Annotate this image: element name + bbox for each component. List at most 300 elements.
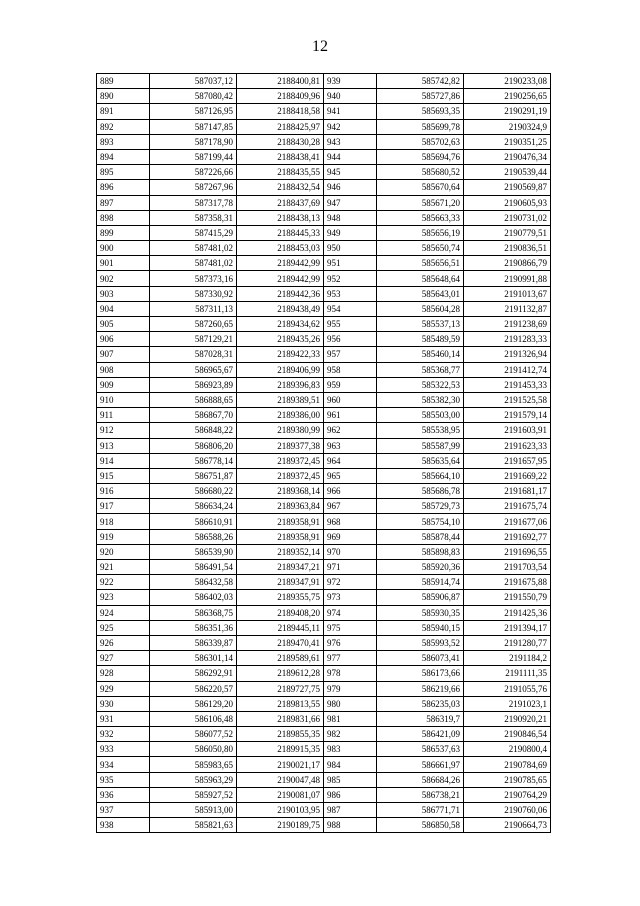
x-coordinate-right: 585650,74 — [377, 241, 464, 256]
point-number-right: 971 — [324, 560, 377, 575]
x-coordinate-right: 585742,82 — [377, 74, 464, 89]
point-number-right: 966 — [324, 484, 377, 499]
point-number-left: 922 — [97, 575, 150, 590]
y-coordinate-right: 2190256,65 — [464, 89, 551, 104]
y-coordinate-left: 2188435,55 — [237, 165, 324, 180]
coordinates-table — [96, 73, 551, 833]
x-coordinate-left: 586588,26 — [150, 529, 237, 544]
y-coordinate-left: 2189358,91 — [237, 529, 324, 544]
y-coordinate-right: 2191696,55 — [464, 544, 551, 559]
y-coordinate-right: 2190800,4 — [464, 742, 551, 757]
y-coordinate-left: 2189389,51 — [237, 392, 324, 407]
x-coordinate-left: 587199,44 — [150, 149, 237, 164]
point-number-right: 985 — [324, 772, 377, 787]
x-coordinate-right: 585538,95 — [377, 423, 464, 438]
point-number-right: 953 — [324, 286, 377, 301]
y-coordinate-right: 2190846,54 — [464, 727, 551, 742]
x-coordinate-left: 586106,48 — [150, 711, 237, 726]
point-number-left: 911 — [97, 408, 150, 423]
y-coordinate-right: 2191703,54 — [464, 560, 551, 575]
point-number-left: 914 — [97, 453, 150, 468]
table-row — [97, 468, 551, 483]
x-coordinate-right: 585680,52 — [377, 165, 464, 180]
table-row — [97, 711, 551, 726]
table-row — [97, 666, 551, 681]
y-coordinate-right: 2190605,93 — [464, 195, 551, 210]
x-coordinate-left: 586634,24 — [150, 499, 237, 514]
point-number-left: 908 — [97, 362, 150, 377]
point-number-left: 899 — [97, 225, 150, 240]
point-number-left: 904 — [97, 301, 150, 316]
x-coordinate-right: 586173,66 — [377, 666, 464, 681]
point-number-right: 978 — [324, 666, 377, 681]
y-coordinate-left: 2189347,21 — [237, 560, 324, 575]
y-coordinate-right: 2191675,74 — [464, 499, 551, 514]
point-number-right: 976 — [324, 635, 377, 650]
x-coordinate-right: 585663,33 — [377, 210, 464, 225]
x-coordinate-right: 585382,30 — [377, 392, 464, 407]
x-coordinate-left: 587037,12 — [150, 74, 237, 89]
y-coordinate-right: 2190991,88 — [464, 271, 551, 286]
table-row — [97, 499, 551, 514]
y-coordinate-left: 2189470,41 — [237, 635, 324, 650]
y-coordinate-right: 2191579,14 — [464, 408, 551, 423]
table-row — [97, 332, 551, 347]
x-coordinate-right: 586421,09 — [377, 727, 464, 742]
point-number-right: 987 — [324, 803, 377, 818]
y-coordinate-left: 2188409,96 — [237, 89, 324, 104]
x-coordinate-right: 586771,71 — [377, 803, 464, 818]
table-row — [97, 104, 551, 119]
y-coordinate-left: 2188425,97 — [237, 119, 324, 134]
table-row — [97, 514, 551, 529]
y-coordinate-right: 2191453,33 — [464, 377, 551, 392]
point-number-right: 952 — [324, 271, 377, 286]
table-row — [97, 605, 551, 620]
y-coordinate-right: 2191394,17 — [464, 620, 551, 635]
y-coordinate-right: 2190764,29 — [464, 787, 551, 802]
y-coordinate-right: 2191111,35 — [464, 666, 551, 681]
table-row — [97, 392, 551, 407]
x-coordinate-left: 586292,91 — [150, 666, 237, 681]
point-number-left: 938 — [97, 818, 150, 833]
x-coordinate-right: 586219,66 — [377, 681, 464, 696]
x-coordinate-right: 585729,73 — [377, 499, 464, 514]
x-coordinate-left: 587317,78 — [150, 195, 237, 210]
point-number-right: 943 — [324, 134, 377, 149]
table-row — [97, 742, 551, 757]
x-coordinate-right: 585878,44 — [377, 529, 464, 544]
x-coordinate-left: 585963,29 — [150, 772, 237, 787]
x-coordinate-right: 585656,51 — [377, 256, 464, 271]
point-number-left: 920 — [97, 544, 150, 559]
y-coordinate-left: 2188400,81 — [237, 74, 324, 89]
y-coordinate-right: 2191681,17 — [464, 484, 551, 499]
point-number-right: 981 — [324, 711, 377, 726]
table-row — [97, 180, 551, 195]
x-coordinate-right: 586319,7 — [377, 711, 464, 726]
point-number-right: 960 — [324, 392, 377, 407]
y-coordinate-right: 2190351,25 — [464, 134, 551, 149]
point-number-left: 890 — [97, 89, 150, 104]
point-number-left: 898 — [97, 210, 150, 225]
table-row — [97, 377, 551, 392]
y-coordinate-right: 2191603,91 — [464, 423, 551, 438]
x-coordinate-left: 587481,02 — [150, 241, 237, 256]
y-coordinate-right: 2191675,88 — [464, 575, 551, 590]
table-row — [97, 301, 551, 316]
point-number-left: 929 — [97, 681, 150, 696]
table-row — [97, 225, 551, 240]
x-coordinate-right: 585993,52 — [377, 635, 464, 650]
x-coordinate-left: 586368,75 — [150, 605, 237, 620]
table-row — [97, 195, 551, 210]
x-coordinate-left: 586923,89 — [150, 377, 237, 392]
y-coordinate-right: 2191326,94 — [464, 347, 551, 362]
y-coordinate-left: 2188432,54 — [237, 180, 324, 195]
point-number-right: 969 — [324, 529, 377, 544]
y-coordinate-right: 2191184,2 — [464, 651, 551, 666]
x-coordinate-right: 585920,36 — [377, 560, 464, 575]
table-row — [97, 575, 551, 590]
x-coordinate-left: 586867,70 — [150, 408, 237, 423]
x-coordinate-left: 587260,65 — [150, 317, 237, 332]
y-coordinate-left: 2189915,35 — [237, 742, 324, 757]
y-coordinate-right: 2190569,87 — [464, 180, 551, 195]
x-coordinate-right: 585489,59 — [377, 332, 464, 347]
point-number-right: 968 — [324, 514, 377, 529]
x-coordinate-left: 586610,91 — [150, 514, 237, 529]
point-number-right: 984 — [324, 757, 377, 772]
y-coordinate-left: 2189368,14 — [237, 484, 324, 499]
point-number-right: 954 — [324, 301, 377, 316]
point-number-left: 918 — [97, 514, 150, 529]
table-row — [97, 681, 551, 696]
point-number-left: 928 — [97, 666, 150, 681]
table-row — [97, 347, 551, 362]
y-coordinate-right: 2191692,77 — [464, 529, 551, 544]
table-row — [97, 529, 551, 544]
x-coordinate-left: 586778,14 — [150, 453, 237, 468]
y-coordinate-right: 2190866,79 — [464, 256, 551, 271]
point-number-right: 970 — [324, 544, 377, 559]
y-coordinate-left: 2190103,95 — [237, 803, 324, 818]
y-coordinate-right: 2191623,33 — [464, 438, 551, 453]
table-row — [97, 438, 551, 453]
y-coordinate-left: 2189372,45 — [237, 468, 324, 483]
x-coordinate-left: 587415,29 — [150, 225, 237, 240]
table-row — [97, 696, 551, 711]
x-coordinate-left: 587080,42 — [150, 89, 237, 104]
point-number-right: 948 — [324, 210, 377, 225]
point-number-left: 907 — [97, 347, 150, 362]
point-number-left: 933 — [97, 742, 150, 757]
table-row — [97, 210, 551, 225]
x-coordinate-right: 585460,14 — [377, 347, 464, 362]
table-row — [97, 271, 551, 286]
point-number-right: 972 — [324, 575, 377, 590]
point-number-left: 897 — [97, 195, 150, 210]
y-coordinate-left: 2190189,75 — [237, 818, 324, 833]
point-number-left: 927 — [97, 651, 150, 666]
point-number-left: 913 — [97, 438, 150, 453]
y-coordinate-left: 2189408,20 — [237, 605, 324, 620]
point-number-left: 930 — [97, 696, 150, 711]
point-number-left: 917 — [97, 499, 150, 514]
y-coordinate-left: 2189442,36 — [237, 286, 324, 301]
point-number-left: 894 — [97, 149, 150, 164]
x-coordinate-right: 585671,20 — [377, 195, 464, 210]
x-coordinate-right: 585727,86 — [377, 89, 464, 104]
point-number-left: 924 — [97, 605, 150, 620]
x-coordinate-right: 585914,74 — [377, 575, 464, 590]
point-number-left: 916 — [97, 484, 150, 499]
x-coordinate-right: 585322,53 — [377, 377, 464, 392]
table-row — [97, 453, 551, 468]
x-coordinate-right: 585906,87 — [377, 590, 464, 605]
x-coordinate-left: 586402,03 — [150, 590, 237, 605]
y-coordinate-left: 2189355,75 — [237, 590, 324, 605]
table-row — [97, 119, 551, 134]
y-coordinate-right: 2190233,08 — [464, 74, 551, 89]
point-number-left: 892 — [97, 119, 150, 134]
table-row — [97, 149, 551, 164]
x-coordinate-left: 587311,13 — [150, 301, 237, 316]
x-coordinate-right: 585699,78 — [377, 119, 464, 134]
point-number-left: 925 — [97, 620, 150, 635]
y-coordinate-left: 2188430,28 — [237, 134, 324, 149]
x-coordinate-left: 587147,85 — [150, 119, 237, 134]
point-number-right: 982 — [324, 727, 377, 742]
point-number-left: 889 — [97, 74, 150, 89]
y-coordinate-right: 2190476,34 — [464, 149, 551, 164]
table-row — [97, 818, 551, 833]
point-number-left: 895 — [97, 165, 150, 180]
y-coordinate-left: 2190021,17 — [237, 757, 324, 772]
x-coordinate-right: 585694,76 — [377, 149, 464, 164]
y-coordinate-left: 2189442,99 — [237, 271, 324, 286]
y-coordinate-left: 2189347,91 — [237, 575, 324, 590]
point-number-right: 947 — [324, 195, 377, 210]
x-coordinate-right: 585686,78 — [377, 484, 464, 499]
x-coordinate-left: 587226,66 — [150, 165, 237, 180]
point-number-left: 905 — [97, 317, 150, 332]
y-coordinate-left: 2189727,75 — [237, 681, 324, 696]
point-number-right: 945 — [324, 165, 377, 180]
x-coordinate-right: 586850,58 — [377, 818, 464, 833]
point-number-right: 986 — [324, 787, 377, 802]
point-number-right: 967 — [324, 499, 377, 514]
y-coordinate-right: 2191132,87 — [464, 301, 551, 316]
y-coordinate-left: 2188418,58 — [237, 104, 324, 119]
point-number-right: 946 — [324, 180, 377, 195]
table-row — [97, 89, 551, 104]
x-coordinate-left: 586351,36 — [150, 620, 237, 635]
x-coordinate-left: 586539,90 — [150, 544, 237, 559]
point-number-left: 934 — [97, 757, 150, 772]
table-row — [97, 544, 551, 559]
x-coordinate-right: 585754,10 — [377, 514, 464, 529]
y-coordinate-right: 2191669,22 — [464, 468, 551, 483]
x-coordinate-right: 585664,10 — [377, 468, 464, 483]
point-number-left: 936 — [97, 787, 150, 802]
x-coordinate-right: 585898,83 — [377, 544, 464, 559]
table-row — [97, 772, 551, 787]
table-row — [97, 651, 551, 666]
y-coordinate-left: 2189372,45 — [237, 453, 324, 468]
y-coordinate-right: 2190760,06 — [464, 803, 551, 818]
y-coordinate-left: 2189352,14 — [237, 544, 324, 559]
table-row — [97, 74, 551, 89]
point-number-left: 909 — [97, 377, 150, 392]
x-coordinate-left: 586680,22 — [150, 484, 237, 499]
x-coordinate-left: 586491,54 — [150, 560, 237, 575]
table-row — [97, 317, 551, 332]
table-row — [97, 727, 551, 742]
point-number-left: 902 — [97, 271, 150, 286]
point-number-left: 891 — [97, 104, 150, 119]
y-coordinate-left: 2189386,00 — [237, 408, 324, 423]
y-coordinate-right: 2191055,76 — [464, 681, 551, 696]
y-coordinate-left: 2189380,99 — [237, 423, 324, 438]
x-coordinate-right: 586684,26 — [377, 772, 464, 787]
y-coordinate-right: 2191657,95 — [464, 453, 551, 468]
y-coordinate-right: 2191412,74 — [464, 362, 551, 377]
point-number-right: 956 — [324, 332, 377, 347]
point-number-left: 931 — [97, 711, 150, 726]
y-coordinate-right: 2191023,1 — [464, 696, 551, 711]
point-number-right: 964 — [324, 453, 377, 468]
y-coordinate-left: 2189813,55 — [237, 696, 324, 711]
x-coordinate-right: 586235,03 — [377, 696, 464, 711]
y-coordinate-left: 2189406,99 — [237, 362, 324, 377]
y-coordinate-right: 2191677,06 — [464, 514, 551, 529]
table-row — [97, 787, 551, 802]
x-coordinate-right: 585643,01 — [377, 286, 464, 301]
x-coordinate-right: 585503,00 — [377, 408, 464, 423]
y-coordinate-right: 2191550,79 — [464, 590, 551, 605]
y-coordinate-right: 2191425,36 — [464, 605, 551, 620]
y-coordinate-left: 2188438,41 — [237, 149, 324, 164]
table-row — [97, 423, 551, 438]
x-coordinate-left: 587481,02 — [150, 256, 237, 271]
x-coordinate-right: 586661,97 — [377, 757, 464, 772]
point-number-right: 988 — [324, 818, 377, 833]
x-coordinate-left: 586751,87 — [150, 468, 237, 483]
x-coordinate-left: 587330,92 — [150, 286, 237, 301]
point-number-right: 977 — [324, 651, 377, 666]
y-coordinate-left: 2190047,48 — [237, 772, 324, 787]
x-coordinate-left: 587373,16 — [150, 271, 237, 286]
table-row — [97, 286, 551, 301]
x-coordinate-left: 586888,65 — [150, 392, 237, 407]
table-row — [97, 408, 551, 423]
page-number: 12 — [312, 38, 328, 55]
y-coordinate-left: 2189612,28 — [237, 666, 324, 681]
point-number-right: 940 — [324, 89, 377, 104]
x-coordinate-right: 585940,15 — [377, 620, 464, 635]
y-coordinate-right: 2190664,73 — [464, 818, 551, 833]
point-number-left: 910 — [97, 392, 150, 407]
y-coordinate-right: 2190836,51 — [464, 241, 551, 256]
x-coordinate-right: 586073,41 — [377, 651, 464, 666]
point-number-right: 974 — [324, 605, 377, 620]
y-coordinate-left: 2189435,26 — [237, 332, 324, 347]
x-coordinate-left: 587028,31 — [150, 347, 237, 362]
table-row — [97, 241, 551, 256]
x-coordinate-right: 585670,64 — [377, 180, 464, 195]
x-coordinate-right: 585537,13 — [377, 317, 464, 332]
point-number-right: 949 — [324, 225, 377, 240]
y-coordinate-left: 2188453,03 — [237, 241, 324, 256]
x-coordinate-right: 585368,77 — [377, 362, 464, 377]
x-coordinate-right: 585587,99 — [377, 438, 464, 453]
y-coordinate-left: 2188437,69 — [237, 195, 324, 210]
table-row — [97, 620, 551, 635]
y-coordinate-right: 2190291,19 — [464, 104, 551, 119]
y-coordinate-left: 2189438,49 — [237, 301, 324, 316]
y-coordinate-left: 2189434,62 — [237, 317, 324, 332]
y-coordinate-left: 2189855,35 — [237, 727, 324, 742]
x-coordinate-left: 586806,20 — [150, 438, 237, 453]
y-coordinate-right: 2191238,69 — [464, 317, 551, 332]
table-row — [97, 165, 551, 180]
y-coordinate-right: 2190779,51 — [464, 225, 551, 240]
x-coordinate-left: 587267,96 — [150, 180, 237, 195]
x-coordinate-right: 585656,19 — [377, 225, 464, 240]
x-coordinate-right: 585693,35 — [377, 104, 464, 119]
table-row — [97, 134, 551, 149]
y-coordinate-left: 2189363,84 — [237, 499, 324, 514]
table-row — [97, 256, 551, 271]
point-number-right: 955 — [324, 317, 377, 332]
point-number-left: 893 — [97, 134, 150, 149]
point-number-right: 951 — [324, 256, 377, 271]
y-coordinate-left: 2189358,91 — [237, 514, 324, 529]
x-coordinate-right: 586738,21 — [377, 787, 464, 802]
point-number-left: 923 — [97, 590, 150, 605]
y-coordinate-right: 2191283,33 — [464, 332, 551, 347]
point-number-left: 937 — [97, 803, 150, 818]
table-row — [97, 635, 551, 650]
x-coordinate-left: 586432,58 — [150, 575, 237, 590]
point-number-left: 915 — [97, 468, 150, 483]
y-coordinate-left: 2189396,83 — [237, 377, 324, 392]
point-number-right: 963 — [324, 438, 377, 453]
y-coordinate-left: 2189377,38 — [237, 438, 324, 453]
point-number-left: 921 — [97, 560, 150, 575]
y-coordinate-left: 2189422,33 — [237, 347, 324, 362]
y-coordinate-right: 2190784,69 — [464, 757, 551, 772]
table-row — [97, 560, 551, 575]
x-coordinate-left: 586339,87 — [150, 635, 237, 650]
x-coordinate-right: 585702,63 — [377, 134, 464, 149]
y-coordinate-left: 2188445,33 — [237, 225, 324, 240]
x-coordinate-left: 586050,80 — [150, 742, 237, 757]
table-row — [97, 757, 551, 772]
y-coordinate-right: 2190539,44 — [464, 165, 551, 180]
point-number-left: 901 — [97, 256, 150, 271]
point-number-right: 980 — [324, 696, 377, 711]
point-number-right: 979 — [324, 681, 377, 696]
point-number-right: 983 — [324, 742, 377, 757]
point-number-left: 896 — [97, 180, 150, 195]
x-coordinate-right: 585930,35 — [377, 605, 464, 620]
point-number-right: 973 — [324, 590, 377, 605]
point-number-left: 903 — [97, 286, 150, 301]
x-coordinate-left: 586301,14 — [150, 651, 237, 666]
table-row — [97, 484, 551, 499]
